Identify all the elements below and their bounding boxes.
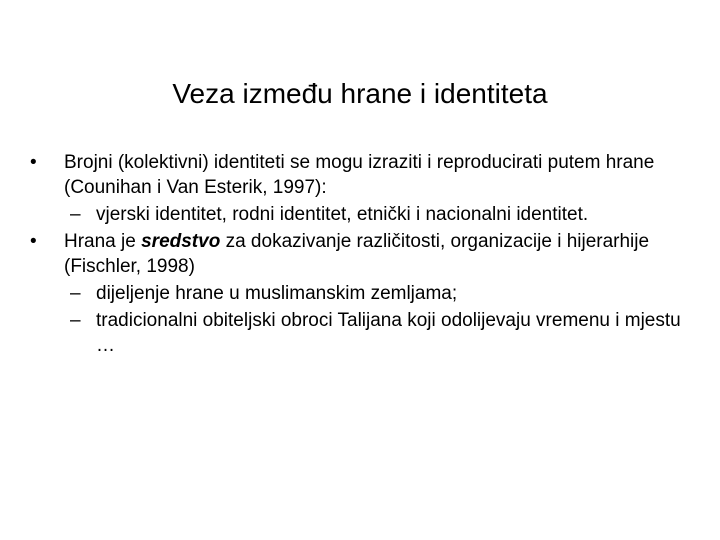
sub-item-2-2	[28, 308, 688, 358]
sub-item-2-1-text: dijeljenje hrane u muslimanskim zemljama;	[96, 283, 458, 304]
dash-icon: –	[70, 283, 81, 304]
bullet-item-2-emphasis: sredstvo	[141, 231, 221, 252]
sub-item-1-1-text: vjerski identitet, rodni identitet, etnički i nacionalni identitet.	[96, 204, 589, 225]
bullet-item-2	[28, 229, 688, 279]
slide-title: Veza između hrane i identiteta	[172, 78, 548, 109]
bullet-icon: •	[30, 231, 37, 252]
bullet-item-2-text-before: Hrana je	[64, 231, 142, 252]
bullet-item-1	[28, 150, 688, 200]
bullet-icon: •	[30, 152, 37, 173]
sub-item-2-1	[28, 281, 688, 306]
sub-item-2-2-text: tradicionalni obiteljski obroci Talijana koji odolijevaju vremenu i mjestu …	[96, 310, 681, 356]
slide-body	[28, 150, 688, 360]
bullet-item-1-text: Brojni (kolektivni) identiteti se mogu izraziti i reproducirati putem hrane (Counihan i Van Esterik, 1997):	[64, 152, 655, 198]
sub-item-1-1	[28, 202, 688, 227]
dash-icon: –	[70, 310, 81, 331]
dash-icon: –	[70, 204, 81, 225]
bullet-item-2-text-after: za dokazivanje različitosti, organizacije i hijerarhije (Fischler, 1998)	[64, 231, 650, 277]
